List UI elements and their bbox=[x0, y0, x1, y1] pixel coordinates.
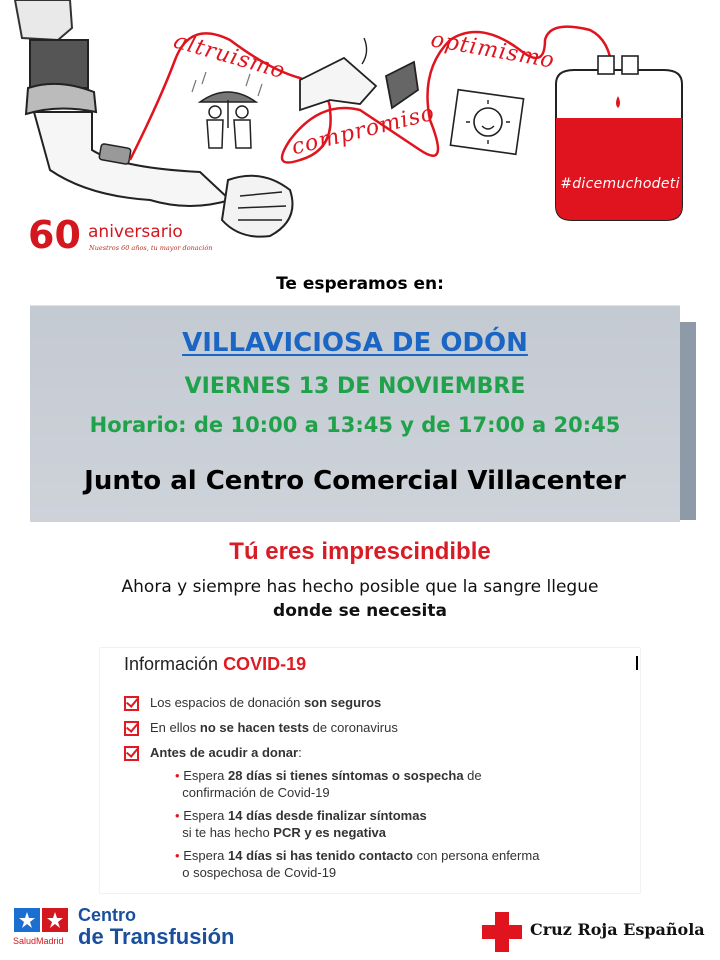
covid-item-1-bold: son seguros bbox=[303, 695, 382, 710]
covid-item-1 bbox=[150, 695, 381, 710]
event-date: VIERNES 13 DE NOVIEMBRE bbox=[184, 374, 526, 399]
bullet-icon: • bbox=[175, 848, 180, 863]
covid-item-2-post: de coronavirus bbox=[308, 720, 398, 735]
event-place-link[interactable]: VILLAVICIOSA DE ODÓN bbox=[182, 328, 528, 358]
value-word-compromiso: compromiso bbox=[289, 100, 438, 161]
value-word-optimismo: optimismo bbox=[428, 27, 557, 74]
value-word-altruismo: altruismo bbox=[170, 28, 289, 85]
message-line-1: Ahora y siempre has hecho posible que la sangre llegue bbox=[121, 577, 599, 597]
anniversary-number: 60 bbox=[28, 213, 81, 256]
covid-subitem-2-bold: 14 días desde finalizar síntomas bbox=[228, 808, 427, 823]
centro-label: Centro bbox=[78, 905, 136, 925]
covid-subitem-2-line2-bold: PCR y es negativa bbox=[273, 825, 387, 840]
bullet-icon: • bbox=[175, 768, 180, 783]
covid-subitem-3-line2: o sospechosa de Covid-19 bbox=[182, 865, 337, 880]
covid-subitem-2 bbox=[175, 807, 427, 841]
checkbox-icon bbox=[124, 696, 139, 711]
covid-subitem-1-bold: 28 días si tienes síntomas o sospecha bbox=[228, 768, 464, 783]
salud-madrid-label: SaludMadrid bbox=[13, 936, 64, 946]
transfusion-label: de Transfusión bbox=[78, 924, 235, 949]
covid-title-highlight: COVID-19 bbox=[223, 654, 307, 674]
tagline: Tú eres imprescindible bbox=[229, 538, 491, 565]
red-cross-icon bbox=[480, 910, 524, 954]
covid-item-3 bbox=[150, 745, 302, 760]
covid-item-2 bbox=[150, 720, 398, 735]
covid-subitem-1 bbox=[175, 767, 482, 801]
covid-item-2-text: En ellos bbox=[150, 720, 200, 735]
covid-subitem-1-pre: Espera bbox=[183, 768, 228, 783]
covid-subitem-3-bold: 14 días si has tenido contacto bbox=[228, 848, 413, 863]
covid-box-edge bbox=[636, 656, 638, 670]
covid-subitem-1-line2: confirmación de Covid-19 bbox=[182, 785, 330, 800]
covid-subitem-1-post: de bbox=[463, 768, 482, 783]
covid-subitem-2-line2: si te has hecho bbox=[182, 825, 274, 840]
covid-subitem-3-post: con persona enferma bbox=[412, 848, 540, 863]
covid-subitem-2-pre: Espera bbox=[183, 808, 228, 823]
checkbox-icon bbox=[124, 721, 139, 736]
covid-item-3-bold: Antes de acudir a donar bbox=[150, 745, 299, 760]
message-line-2: donde se necesita bbox=[273, 601, 447, 621]
covid-item-3-post: : bbox=[298, 745, 302, 760]
covid-item-2-bold: no se hacen tests bbox=[199, 720, 309, 735]
anniversary-subtitle: Nuestros 60 años, tu mayor donación bbox=[89, 244, 213, 252]
covid-title-prefix: Información bbox=[124, 654, 219, 674]
anniversary-word: aniversario bbox=[88, 222, 183, 242]
campaign-hashtag: #dicemuchodeti bbox=[560, 176, 680, 192]
checkbox-icon bbox=[124, 746, 139, 761]
covid-subitem-3-pre: Espera bbox=[183, 848, 228, 863]
event-hours: Horario: de 10:00 a 13:45 y de 17:00 a 20:45 bbox=[89, 413, 621, 437]
cruz-roja-name: Cruz Roja Española bbox=[530, 920, 705, 939]
covid-subitem-3 bbox=[175, 847, 539, 881]
intro-heading: Te esperamos en: bbox=[276, 274, 444, 294]
covid-title bbox=[124, 654, 306, 675]
bullet-icon: • bbox=[175, 808, 180, 823]
event-venue: Junto al Centro Comercial Villacenter bbox=[84, 466, 626, 496]
covid-item-1-text: Los espacios de donación bbox=[150, 695, 304, 710]
